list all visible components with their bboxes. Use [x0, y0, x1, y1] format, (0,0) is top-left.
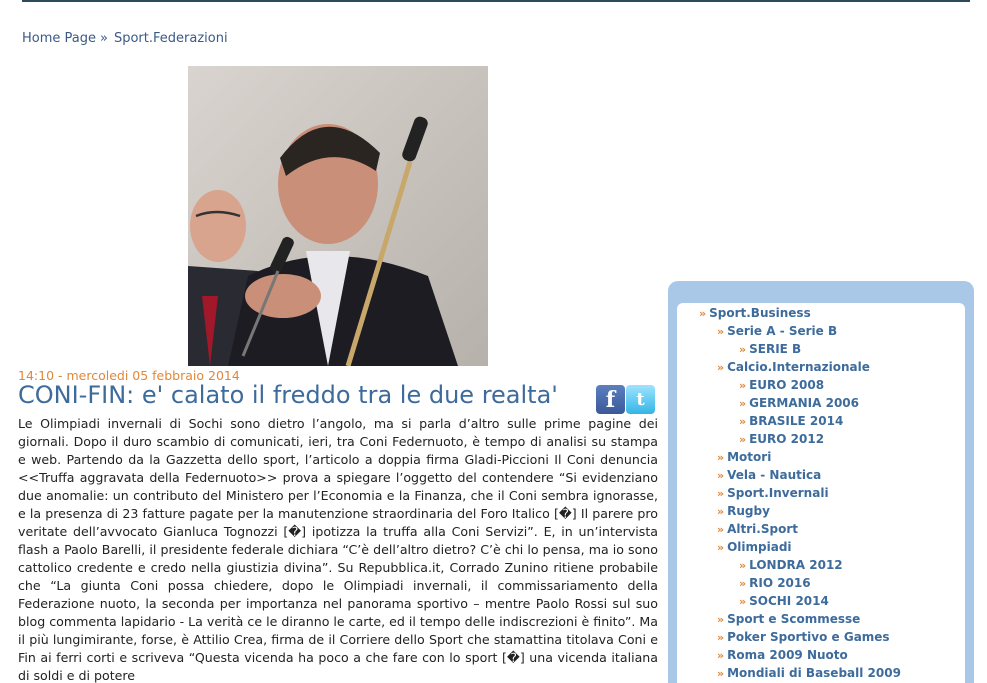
twitter-share-button[interactable]	[626, 385, 655, 414]
sidebar-item[interactable]	[739, 556, 901, 574]
sidebar-item-label: Sport e Scommesse	[727, 612, 861, 626]
sidebar-item[interactable]	[717, 646, 901, 664]
top-divider	[22, 0, 970, 2]
sidebar-item-label: BRASILE 2014	[749, 414, 844, 428]
sidebar-item[interactable]	[739, 394, 901, 412]
article-photo	[188, 66, 488, 366]
sidebar-item-label: EURO 2012	[749, 432, 825, 446]
sidebar-item[interactable]	[717, 520, 901, 538]
chevron-right-icon: »	[717, 469, 725, 482]
sidebar-item[interactable]	[717, 628, 901, 646]
chevron-right-icon: »	[739, 397, 747, 410]
chevron-right-icon: »	[717, 361, 725, 374]
chevron-right-icon: »	[717, 649, 725, 662]
sidebar-item-label: Motori	[727, 450, 772, 464]
sidebar-item[interactable]	[717, 538, 901, 556]
chevron-right-icon: »	[739, 415, 747, 428]
sidebar-item-label: Serie A - Serie B	[727, 324, 838, 338]
sidebar-item[interactable]	[739, 574, 901, 592]
article-body: Le Olimpiadi invernali di Sochi sono dietro l’angolo, ma si parla d’altro sulle prime pagine dei giornali. Dopo il duro scambio di comunicati, ieri, tra Coni Federnuoto, è tempo di analisi su stampa e web. Partendo da la Gazzetta dello sport, l’articolo a doppia firma Gladi-Piccioni Il Coni denuncia <<Truffa aggravata della Federnuoto>> prova a spiegare l’oggetto del contendere “Si evidenziano due anomalie: un contributo del Ministero per l’Economia e la Finanza, che il Coni sembra ignorasse, e la presenza di 23 fatture pagate per la manutenzione straordinaria del Foro Italico [�] Il parere pro veritate dell’avvocato Gianluca Tognozzi [�] ipotizza la truffa alla Coni Servizi”. E, in un’intervista flash a Paolo Barelli, il presidente federale dichiara “C’è dell’altro dietro? C’è chi lo pensa, ma io sono cattolico credente e credo nella giustizia divina”. Su Repubblica.it, Corrado Zunino ritiene probabile che “La giunta Coni possa chiedere, dopo le Olimpiadi invernali, il commissariamento della Federazione nuoto, la seconda per importanza nel panorama sportivo – mentre Paolo Rossi sul suo blog commenta lapidario - La verità ce le diranno le carte, ed il tempo delle indiscrezioni è finito”. Ma il più lungimirante, forse, è Attilio Crea, firma de il Corriere dello Sport che stamattina titolava Coni e Fin ai ferri corti e scriveva “Questa vicenda ha poco a che fare con lo sport [�] una vicenda italiana di soldi e di potere	[18, 416, 658, 683]
chevron-right-icon: »	[739, 559, 747, 572]
chevron-right-icon: »	[717, 451, 725, 464]
sidebar-item[interactable]	[717, 358, 901, 376]
twitter-icon: t	[636, 389, 645, 410]
sidebar-item-label: Sport.Invernali	[727, 486, 829, 500]
sidebar-item-label: GERMANIA 2006	[749, 396, 859, 410]
chevron-right-icon: »	[717, 505, 725, 518]
chevron-right-icon: »	[717, 325, 725, 338]
article-timestamp: 14:10 - mercoledi 05 febbraio 2014	[18, 368, 240, 383]
sidebar-item-label: Vela - Nautica	[727, 468, 822, 482]
sidebar-item-label: Altri.Sport	[727, 522, 798, 536]
sidebar-item-label: SOCHI 2014	[749, 594, 829, 608]
sidebar-item[interactable]	[717, 664, 901, 682]
chevron-right-icon: »	[739, 433, 747, 446]
chevron-right-icon: »	[739, 343, 747, 356]
sidebar-item-label: SERIE B	[749, 342, 802, 356]
sidebar-item[interactable]	[739, 376, 901, 394]
breadcrumb-current-link[interactable]: Sport.Federazioni	[113, 31, 228, 46]
social-share-bar	[596, 385, 655, 414]
sidebar-category-menu	[699, 304, 901, 682]
sidebar-item-label: EURO 2008	[749, 378, 825, 392]
sidebar-item-label: Sport.Business	[709, 306, 811, 320]
article-photo-image	[188, 66, 488, 366]
facebook-icon: f	[605, 386, 616, 413]
sidebar-item-label: Olimpiadi	[727, 540, 792, 554]
sidebar-item[interactable]	[739, 592, 901, 610]
sidebar-item[interactable]	[717, 322, 901, 340]
sidebar-item[interactable]	[717, 484, 901, 502]
sidebar-item-label: Poker Sportivo e Games	[727, 630, 890, 644]
sidebar-item[interactable]	[717, 610, 901, 628]
article-title: CONI-FIN: e' calato il freddo tra le due realta'	[18, 381, 558, 409]
sidebar-item-label: Calcio.Internazionale	[727, 360, 870, 374]
sidebar-item-label: Roma 2009 Nuoto	[727, 648, 848, 662]
sidebar-item-label: LONDRA 2012	[749, 558, 843, 572]
sidebar-item[interactable]	[717, 502, 901, 520]
sidebar-item[interactable]	[739, 340, 901, 358]
sidebar-item-label: Mondiali di Baseball 2009	[727, 666, 901, 680]
chevron-right-icon: »	[717, 541, 725, 554]
chevron-right-icon: »	[717, 667, 725, 680]
sidebar-item[interactable]	[699, 304, 901, 322]
chevron-right-icon: »	[739, 577, 747, 590]
facebook-share-button[interactable]	[596, 385, 625, 414]
chevron-right-icon: »	[739, 379, 747, 392]
sidebar-item[interactable]	[717, 448, 901, 466]
chevron-right-icon: »	[739, 595, 747, 608]
breadcrumb-separator: »	[100, 31, 108, 46]
sidebar-item[interactable]	[739, 412, 901, 430]
sidebar-item-label: Rugby	[727, 504, 770, 518]
sidebar-item[interactable]	[717, 466, 901, 484]
chevron-right-icon: »	[717, 487, 725, 500]
breadcrumb	[22, 31, 228, 46]
sidebar-item-label: RIO 2016	[749, 576, 811, 590]
sidebar-item[interactable]	[739, 430, 901, 448]
chevron-right-icon: »	[699, 307, 707, 320]
chevron-right-icon: »	[717, 631, 725, 644]
breadcrumb-home-link[interactable]: Home Page	[22, 31, 96, 46]
chevron-right-icon: »	[717, 613, 725, 626]
chevron-right-icon: »	[717, 523, 725, 536]
